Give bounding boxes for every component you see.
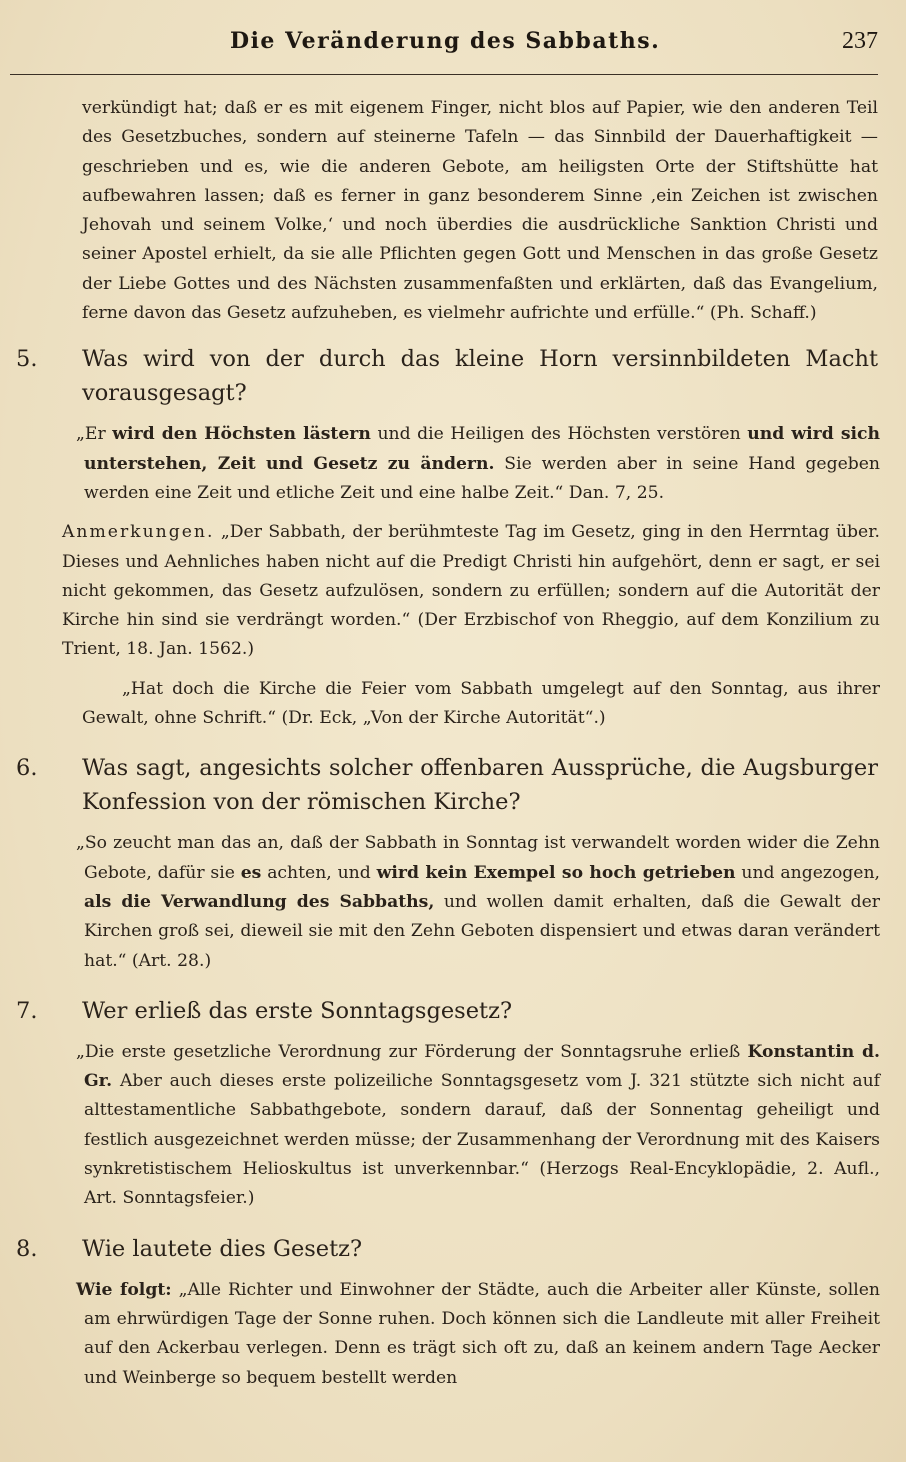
answer-emphasis: und wird sich unterstehen, Zeit und Gesetz zu ändern. xyxy=(84,424,881,474)
answer-emphasis: es xyxy=(240,862,262,883)
answer-7 xyxy=(76,1038,881,1214)
answer-emphasis: Wie folgt: xyxy=(76,1279,172,1300)
answer-emphasis: wird den Höchsten lästern xyxy=(112,424,371,445)
note-5 xyxy=(62,518,880,664)
page-number: 237 xyxy=(842,28,878,54)
answer-text: Aber auch dieses erste polizeiliche Sonntagsgesetz vom J. 321 stützte sich nicht auf alttestamentliche Sabbathgebote, sondern darauf, daß der Sonnentag geheiligt und festlich ausgezeichnet werden müsse; der Zusammenhang der Verordnung mit des Kaisers synkretistischem Helioskultus ist unverkennbar.“ (Herzogs Real-Encyklopädie, 2. Aufl., Art. Sonntagsfeier.) xyxy=(84,1071,880,1209)
question-number: 8. xyxy=(16,1235,38,1262)
running-title: Die Veränderung des Sabbaths. xyxy=(230,28,661,54)
question-8 xyxy=(16,1232,878,1266)
note-label: Anmerkungen. xyxy=(62,522,215,543)
answer-text: „Alle Richter und Einwohner der Städte, auch die Arbeiter aller Künste, sollen am ehrwürdigen Tage der Sonne ruhen. Doch können sich die Landleute mit aller Freiheit auf den Ackerbau verlegen. Denn es trägt sich oft zu, daß an keinem andern Tage Aecker und Weinberge so bequem bestellt werden xyxy=(84,1279,880,1388)
question-6 xyxy=(16,751,878,819)
answer-6 xyxy=(76,829,880,975)
question-number: 7. xyxy=(16,997,38,1024)
question-text: Wer erließ das erste Sonntagsgesetz? xyxy=(82,997,513,1024)
answer-emphasis: als die Verwandlung des Sabbaths, xyxy=(84,891,435,912)
question-text: Wie lautete dies Gesetz? xyxy=(82,1235,363,1262)
answer-emphasis: Konstantin d. Gr. xyxy=(84,1041,881,1092)
answer-text: und die Heiligen des Höchsten verstören xyxy=(370,424,748,445)
answer-8 xyxy=(76,1276,880,1393)
question-number: 6. xyxy=(16,755,38,782)
note-5b: „Hat doch die Kirche die Feier vom Sabbath umgelegt auf den Sonntag, aus ihrer Gewalt, ohne Schrift.“ (Dr. Eck, „Von der Kirche Autorität“.) xyxy=(82,678,880,729)
answer-emphasis: wird kein Exempel so hoch getrieben xyxy=(376,862,736,883)
question-number: 5. xyxy=(16,346,38,373)
answer-text: „Die erste gesetzliche Verordnung zur Förderung der Sonntagsruhe erließ xyxy=(76,1041,748,1062)
question-text: Was wird von der durch das kleine Horn versinnbildeten Macht vorausgesagt? xyxy=(82,346,878,407)
intro-paragraph: verkündigt hat; daß er es mit eigenem Finger, nicht blos auf Papier, wie den anderen Teil des Gesetzbuches, sondern auf steinerne Tafeln — das Sinnbild der Dauerhaftigkeit — geschrieben und es, wie die anderen Gebote, am heiligsten Orte der Stiftshütte hat aufbewahren lassen; daß es ferner in ganz besonderem Sinne ‚ein Zeichen ist zwischen Jehovah und seinem Volke,‘ und noch überdies die ausdrückliche Sanktion Christi und seiner Apostel erhielt, da sie alle Pflichten gegen Gott und Menschen in das große Gesetz der Liebe Gottes und des Nächsten zusammenfaßten und erklärten, daß das Evangelium, ferne davon das Gesetz aufzuheben, es vielmehr aufrichte und erfülle.“ (Ph. Schaff.) xyxy=(82,98,878,324)
answer-text: und angezogen, xyxy=(735,862,880,883)
question-7 xyxy=(16,994,878,1028)
page-body xyxy=(0,94,906,1393)
question-text: Was sagt, angesichts solcher offenbaren Aussprüche, die Augsburger Konfession von der römischen Kirche? xyxy=(82,755,878,816)
answer-text: achten, und xyxy=(261,862,377,883)
answer-5 xyxy=(76,420,881,508)
answer-text: „So zeucht man das an, daß der Sabbath in Sonntag ist verwandelt worden wider die Zehn Gebote, dafür sie xyxy=(76,833,880,883)
answer-text: „Er xyxy=(76,424,113,445)
header-rule xyxy=(10,74,878,75)
page-header xyxy=(10,22,878,70)
question-5 xyxy=(16,342,878,410)
answer-text: und wollen damit erhalten, daß die Gewalt der Kirchen groß sei, dieweil sie mit den Zehn Geboten dispensiert und etwas daran verändert hat.“ (Art. 28.) xyxy=(84,891,880,971)
note-text: „Der Sabbath, der berühmteste Tag im Gesetz, ging in den Herrntag über. Dieses und Aehnliches haben nicht auf die Predigt Christi hin aufgehört, denn er sagt, er sei nicht gekommen, das Gesetz aufzulösen, sondern zu erfüllen; sondern auf die Autorität der Kirche hin sind sie verdrängt worden.“ (Der Erzbischof von Rheggio, auf dem Konzilium zu Trient, 18. Jan. 1562.) xyxy=(62,522,880,660)
answer-text: Sie werden aber in seine Hand gegeben werden eine Zeit und etliche Zeit und eine halbe Zeit.“ Dan. 7, 25. xyxy=(84,453,880,503)
